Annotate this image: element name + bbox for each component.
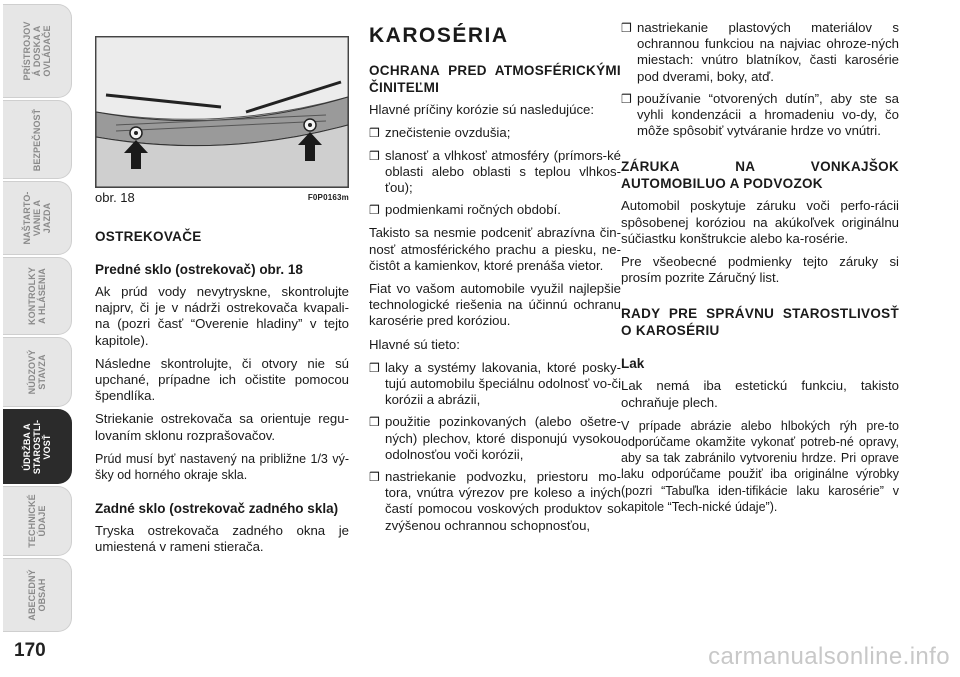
section-heading-washers: OSTREKOVAČE	[95, 229, 202, 244]
paragraph: Hlavné príčiny korózie sú nasledujúce:	[369, 102, 595, 118]
list-item: ❒ použitie pozinkovaných (alebo ošetre-ných) plechov, ktoré disponujú vysokou odolnosťou voči korózii,	[369, 414, 621, 462]
subheading-front-washer: Predné sklo (ostrekovač) obr. 18	[95, 262, 303, 277]
tab-warning-lights[interactable]: KONTROLKY A HLÁSENIA	[3, 257, 72, 335]
paragraph: Hlavné sú tieto:	[369, 336, 460, 352]
checkbox-bullet-icon: ❒	[369, 360, 380, 375]
chapter-tabs	[0, 0, 80, 677]
page-number: 170	[14, 640, 46, 661]
column-warranty	[621, 20, 899, 522]
paragraph: Lak nemá iba estetickú funkciu, takisto ochraňuje plech.	[621, 378, 899, 410]
paragraph: Tryska ostrekovača zadného okna je umiestená v rameni stierača.	[95, 523, 349, 555]
figure-caption	[95, 190, 349, 206]
paragraph: Striekanie ostrekovača sa orientuje regu-lovaním sklonu rozprašovačov.	[95, 411, 349, 443]
checkbox-bullet-icon: ❒	[369, 470, 380, 485]
figure-windshield-washer	[95, 36, 349, 188]
paragraph: Automobil poskytuje záruku voči perfo-rácii spôsobenej koróziou na akúkoľvek originálnu súčiastku konštrukcie alebo ka-rosérie.	[621, 198, 899, 246]
tab-emergency[interactable]: NÚDZOVÝ STAVZA	[3, 337, 72, 407]
subheading-rear-washer: Zadné sklo (ostrekovač zadného skla)	[95, 501, 339, 517]
checkbox-bullet-icon: ❒	[369, 415, 380, 430]
figure-code: F0P0163m	[307, 193, 349, 202]
section-heading-warranty: ZÁRUKA NA VONKAJŠOK AUTOMOBILUO A PODVOZOK	[621, 159, 899, 192]
causes-list	[369, 125, 621, 218]
list-item: ❒ znečistenie ovzdušia;	[369, 125, 511, 141]
tab-index[interactable]: ABECEDNÝ OBSAH	[3, 558, 72, 632]
figure-label: obr. 18	[95, 190, 135, 205]
list-item: ❒ slanosť a vlhkosť atmosféry (prímors-ké oblasti alebo oblasti s teplou vlhkos-ťou);	[369, 147, 621, 196]
list-item: ❒ podmienkami ročných období.	[369, 202, 561, 218]
tab-safety[interactable]: BEZPEČNOSŤ	[3, 100, 72, 179]
tab-starting-driving[interactable]: NAŠTARTO- VANIE A JAZDA	[3, 181, 72, 255]
column-washers	[95, 228, 349, 563]
column-body	[369, 24, 621, 541]
windshield-illustration	[96, 37, 348, 187]
checkbox-bullet-icon: ❒	[621, 91, 632, 106]
list-item: ❒ používanie “otvorených dutín”, aby ste sa vyhli kondenzácii a hromadeniu vo-dy, čo môže spôsobiť vytváranie hrdze vo vnútri.	[621, 90, 899, 139]
paragraph: Fiat vo vašom automobile využil najlepšie technologické riešenia na účinnú ochranu karosérie pred koróziou.	[369, 281, 621, 329]
list-item: ❒ nastriekanie plastových materiálov s ochrannou funkciou na najviac ohroze-ných miestach: vnútro blatníkov, časti karosérie pod dverami, boky, atď.	[621, 20, 899, 84]
list-item: ❒ nastriekanie podvozku, priestoru mo-tora, vnútra výrezov pre koleso a iných častí pomocou voskových produktov so zvýšenou ochrannou schopnosťou,	[369, 469, 621, 533]
checkbox-bullet-icon: ❒	[369, 148, 380, 163]
paragraph: V prípade abrázie alebo hlbokých rýh pre-to odporúčame okamžite vykonať potreb-né opravy, aby sa tak zabránilo vytvoreniu hrdze. Pri oprave laku odporúčame použiť iba originálne výrobky (pozri “Tabuľka iden-tifikácie laku karosérie” v kapitole “Tech-nické údaje”).	[621, 418, 899, 514]
list-item: ❒ laky a systémy lakovania, ktoré posky-tujú automobilu špeciálnu odolnosť vo-či korózii a abrázii,	[369, 359, 621, 408]
paragraph: Následne skontrolujte, či otvory nie sú upchané, prípadne ich očistite pomocou špendlíka.	[95, 355, 349, 404]
watermark: carmanualsonline.info	[708, 643, 950, 670]
checkbox-bullet-icon: ❒	[369, 126, 380, 141]
paragraph: Ak prúd vody nevytryskne, skontrolujte najprv, či je v nádrži ostrekovača kvapali-na (pozri časť “Overenie hladiny” v tejto kapitole).	[95, 284, 349, 348]
tab-technical-data[interactable]: TECHNICKÉ ÚDAJE	[3, 486, 72, 556]
checkbox-bullet-icon: ❒	[369, 203, 380, 218]
section-heading-care-tips: RADY PRE SPRÁVNU STAROSTLIVOSŤ O KAROSÉRIU	[621, 306, 899, 339]
page-title: KAROSÉRIA	[369, 24, 509, 47]
tab-instrument-panel[interactable]: PRÍSTROJOV Á DOSKA A OVLÁDAČE	[3, 4, 72, 98]
paragraph: Takisto sa nesmie podceniť abrazívna čin-nosť atmosférického prachu a piesku, ne-čistôt a kamienkov, ktoré prenáša vietor.	[369, 225, 621, 273]
subheading-paint: Lak	[621, 356, 645, 372]
measures-list-continued	[621, 20, 899, 139]
paragraph: Pre všeobecné podmienky tejto záruky si prosím pozrite Záručný list.	[621, 254, 899, 286]
section-heading-protection: OCHRANA PRED ATMOSFÉRICKÝMI ČINITEĽMI	[369, 63, 621, 96]
checkbox-bullet-icon: ❒	[621, 21, 632, 35]
measures-list	[369, 360, 621, 534]
paragraph: Prúd musí byť nastavený na približne 1/3 vý-šky od horného okraje skla.	[95, 451, 349, 483]
tab-maintenance[interactable]: ÚDRŽBA A STAROSTLI- VOSŤ	[3, 409, 72, 484]
